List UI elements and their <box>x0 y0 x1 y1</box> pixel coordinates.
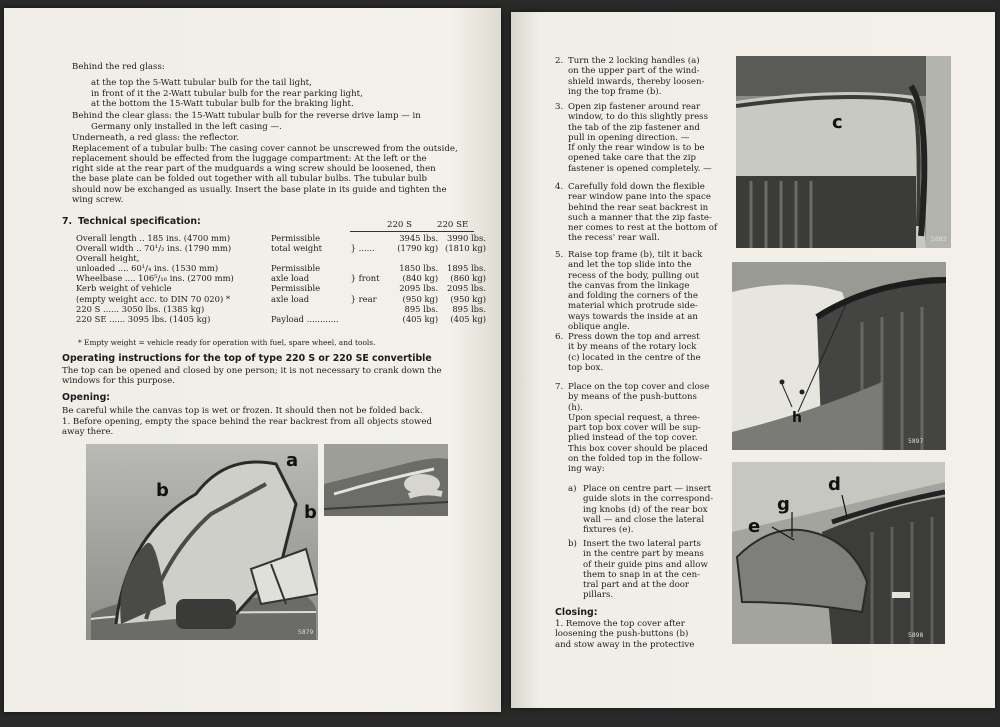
spec-cell-brace <box>351 283 391 293</box>
step-text: Place on the top cover and close by means of the push-buttons (h). Upon special request, a three- part top box cover will be sup- plied instead of the top cover. This box cover should be placed on the folded top in the follow- ing way: <box>568 382 710 475</box>
spec-cell-name: Wheelbase .... 106⁵/₁₆ ins. (2700 mm) <box>76 273 234 284</box>
spec-cell-name: Overall length .. 185 ins. (4700 mm) <box>76 233 231 243</box>
closing-title: Closing: <box>555 607 598 618</box>
substep-number: b) <box>568 539 577 549</box>
photo-label-b: b <box>304 502 317 523</box>
spec-cell-mid: Permissible <box>270 283 321 294</box>
spec-cell-a: 3945 lbs. <box>399 233 439 243</box>
step-number: 4. <box>555 182 564 192</box>
spec-cell-name: 220 SE ...... 3095 lbs. (1405 kg) <box>76 313 211 324</box>
spec-row <box>76 243 486 253</box>
spec-cell-b: (950 kg) <box>450 293 486 304</box>
clear-glass-line: Behind the clear glass: the 15-Watt tubular bulb for the reverse drive lamp — in <box>72 111 421 121</box>
photo-label-b: b <box>156 480 169 501</box>
spec-cell-b: (1810 kg) <box>445 243 486 254</box>
spec-cell-mid: Payload ............ <box>270 313 339 324</box>
red-glass-heading: Behind the red glass: <box>72 62 165 72</box>
spec-cell-a: 2095 lbs. <box>399 283 439 294</box>
photo-number: 5898 <box>908 632 924 639</box>
operating-title: Operating instructions for the top of type 220 S or 220 SE convertible <box>62 353 432 364</box>
step-text: Press down the top and arrest it by means of the rotary lock (c) located in the centre of the top box. <box>568 332 701 373</box>
convertible-top-photo <box>86 444 318 640</box>
top-cover-photo <box>732 262 946 450</box>
photo-number: 5897 <box>908 438 924 445</box>
spec-cell-brace: } rear <box>350 293 377 304</box>
step-text: Raise top frame (b), tilt it back and let the top slide into the recess of the body, pulling out the canvas from the linkage and folding the corners of the material which protrude side- ways towards the inside at an oblique angle. <box>568 250 703 333</box>
left-page <box>4 8 501 712</box>
spec-cell-b: 2095 lbs. <box>447 283 486 294</box>
spec-cell-mid: axle load <box>270 293 310 304</box>
photo-number: 5879 <box>298 629 314 636</box>
spec-row <box>76 283 486 293</box>
photo-label-a: a <box>286 450 299 471</box>
step-text: Open zip fastener around rear window, to do this slightly press the tab of the zip fastener and pull in opening direction. — If only the rear window is to be opened take care that the zip fastener is opened completely. — <box>568 102 712 174</box>
spec-cell-b: 3990 lbs. <box>447 233 486 243</box>
spec-cell-brace <box>351 263 391 273</box>
step-number: 3. <box>555 102 564 112</box>
operating-text: The top can be opened and closed by one person; it is not necessary to crank down the windows for this purpose. <box>62 366 442 387</box>
spec-number: 7. <box>62 216 73 227</box>
photo-label-c: c <box>832 112 843 133</box>
spec-cell-a: (1790 kg) <box>397 243 439 254</box>
spec-cell-brace <box>351 253 391 263</box>
red-glass-line: in front of it the 2-Watt tubular bulb for the rear parking light, <box>91 88 363 99</box>
spec-cell-name: unloaded .... 60¹/₄ ins. (1530 mm) <box>76 263 219 274</box>
opening-step-1: 1. Before opening, empty the space behind the rear backrest from all objects stowed away there. <box>62 417 432 438</box>
spec-row <box>76 314 486 324</box>
spec-cell-brace <box>351 304 391 314</box>
spec-cell-name: Overall width .. 70¹/₂ ins. (1790 mm) <box>76 243 232 254</box>
step-number: 5. <box>555 250 564 260</box>
spec-row <box>76 304 486 314</box>
spec-cell-a: 1850 lbs. <box>399 263 439 274</box>
step-number: 6. <box>555 332 564 342</box>
photo-label-h: h <box>792 410 802 426</box>
spec-cell-brace: } front <box>350 273 380 284</box>
box-cover-photo <box>732 462 945 644</box>
step-number: 7. <box>555 382 564 392</box>
step-number: 2. <box>555 56 564 66</box>
underneath-line: Underneath, a red glass: the reflector. <box>72 133 239 143</box>
spec-title: Technical specification: <box>78 216 201 227</box>
photo-label-g: g <box>777 494 790 515</box>
spec-cell-name: Kerb weight of vehicle <box>76 283 172 294</box>
spec-cell-b: (860 kg) <box>450 273 486 284</box>
substep-number: a) <box>568 484 577 494</box>
photo-label-e: e <box>748 516 761 537</box>
spec-cell-name: Overall height, <box>76 253 140 264</box>
spec-row <box>76 273 486 283</box>
spec-cell-b: (405 kg) <box>450 313 486 324</box>
spec-row <box>76 253 486 263</box>
spec-cell-mid: total weight <box>270 243 323 254</box>
substep-text: Place on centre part — insert guide slots in the correspond- ing knobs (d) of the rear box wall — and close the lateral fixtures (e). <box>583 484 714 536</box>
photo-label-d: d <box>828 474 841 495</box>
spec-cell-a <box>390 253 438 263</box>
opening-careful: Be careful while the canvas top is wet or frozen. It should then not be folded back. <box>62 406 423 416</box>
spec-header-rule <box>350 231 474 232</box>
spec-row <box>76 263 486 273</box>
red-glass-line: at the top the 5-Watt tubular bulb for the tail light, <box>91 78 312 88</box>
spec-cell-brace: } ...... <box>350 243 375 254</box>
spec-cell-b <box>438 253 486 263</box>
step-text: Turn the 2 locking handles (a) on the upper part of the wind- shield inwards, thereby loosen- ing the top frame (b). <box>568 56 705 97</box>
spec-cell-mid: axle load <box>270 273 310 284</box>
spec-row <box>76 294 486 304</box>
spec-cell-name: 220 S ...... 3050 lbs. (1385 kg) <box>76 303 205 314</box>
spec-cell-a: (950 kg) <box>402 293 439 304</box>
spec-cell-brace <box>351 233 391 243</box>
spec-cell-mid: Permissible <box>270 233 321 243</box>
spec-footnote: * Empty weight = vehicle ready for operation with fuel, spare wheel, and tools. <box>78 338 376 347</box>
spec-row <box>76 233 486 243</box>
spec-cell-a: (405 kg) <box>402 313 439 324</box>
opening-title: Opening: <box>62 392 111 403</box>
spec-cell-mid: Permissible <box>270 263 321 274</box>
red-glass-line: at the bottom the 15-Watt tubular bulb for the braking light. <box>91 99 354 109</box>
spec-col-220se: 220 SE <box>437 220 469 230</box>
rear-window-photo <box>736 56 951 248</box>
spec-cell-a: (840 kg) <box>402 273 439 284</box>
spec-cell-name: (empty weight acc. to DIN 70 020) * <box>76 293 231 304</box>
spec-cell-mid <box>271 304 351 314</box>
spec-cell-a: 895 lbs. <box>404 303 439 314</box>
substep-text: Insert the two lateral parts in the centre part by means of their guide pins and allow them to snap in at the cen- tral part and at the door pillars. <box>583 539 708 601</box>
replacement-paragraph: Replacement of a tubular bulb: The casing cover cannot be unscrewed from the outside, replacement should be effected from the luggage compartment: At the left or the right side at the rear part of the mudguards a wing screw should be loosened, then the base plate can be folded out together with all tubular bulbs. The tubular bulb should now be exchanged as usually. Insert the base plate in its guide and tighten the wing screw. <box>72 143 458 205</box>
spec-cell-brace <box>351 314 391 324</box>
locking-handle-photo <box>324 444 448 516</box>
spec-table <box>76 233 486 324</box>
photo-number: 5883 <box>931 236 947 243</box>
clear-glass-line: Germany only installed in the left casing —. <box>91 121 282 132</box>
spec-cell-b: 895 lbs. <box>452 303 486 314</box>
spec-col-220s: 220 S <box>387 220 413 230</box>
spec-cell-mid <box>271 253 351 263</box>
closing-text: 1. Remove the top cover after loosening the push-buttons (b) and stow away in the protective <box>555 619 695 650</box>
step-text: Carefully fold down the flexible rear window pane into the space behind the rear seat backrest in such a manner that the zip faste- ner comes to rest at the bottom of the recess' rear wall. <box>568 182 718 244</box>
right-page <box>511 12 995 708</box>
spec-cell-b: 1895 lbs. <box>447 263 486 274</box>
